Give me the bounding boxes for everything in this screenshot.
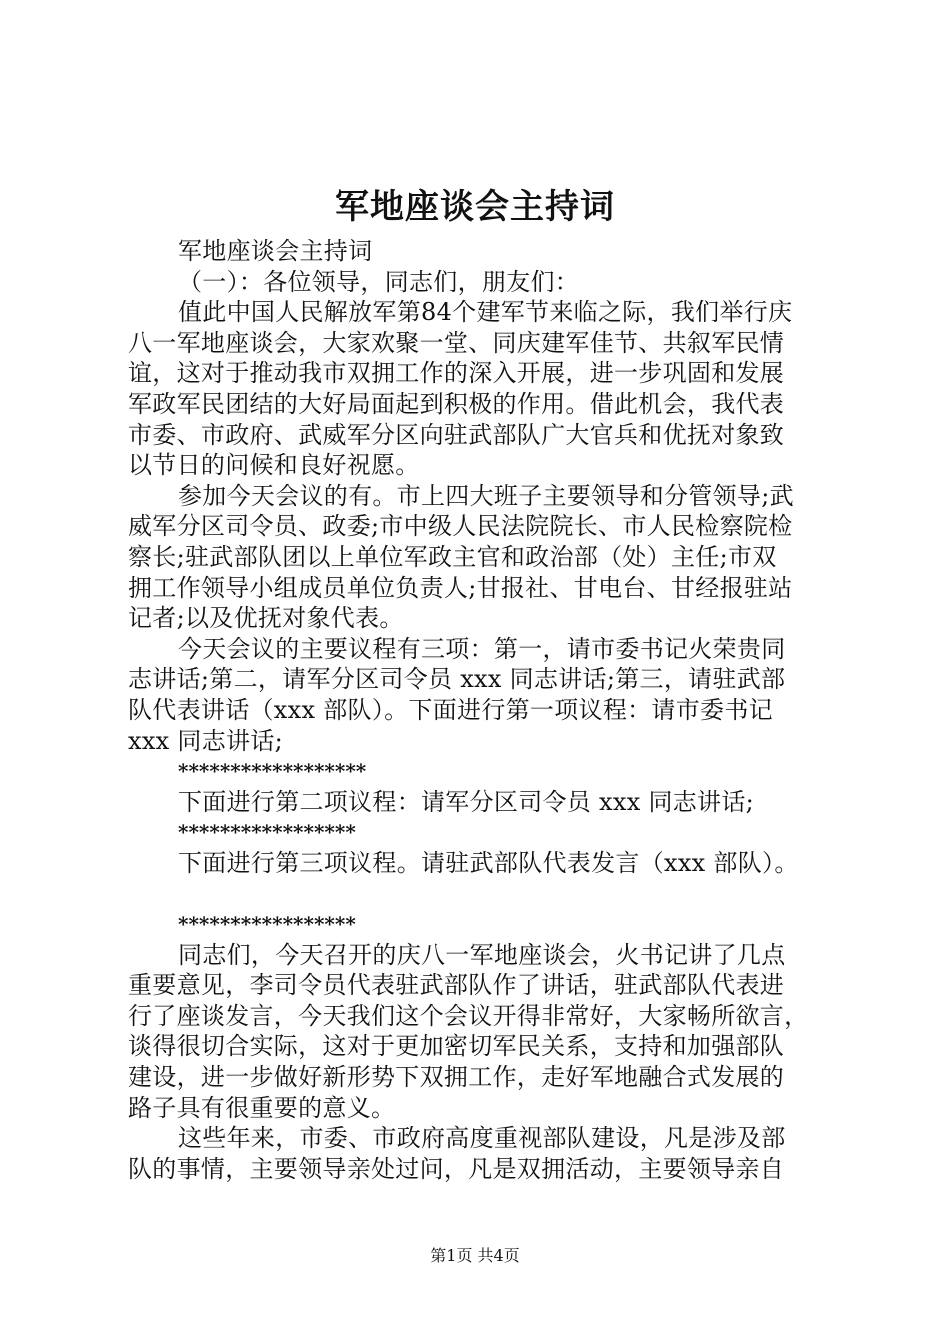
paragraph-line: 谈得很切合实际，这对于更加密切军民关系，支持和加强部队 [128, 1032, 785, 1061]
paragraph-line: 路子具有很重要的意义。 [128, 1093, 396, 1122]
paragraph-line: 同志们，今天召开的庆八一军地座谈会，火书记讲了几点 [178, 940, 786, 969]
paragraph-line: 志讲话;第二，请军分区司令员 xxx 同志讲话;第三，请驻武部 [128, 665, 786, 694]
paragraph-line: 谊，这对于推动我市双拥工作的深入开展，进一步巩固和发展 [128, 359, 785, 388]
paragraph-line: 建设，进一步做好新形势下双拥工作，走好军地融合式发展的 [128, 1063, 785, 1092]
paragraph-line: 值此中国人民解放军第84个建军节来临之际，我们举行庆 [178, 298, 793, 327]
paragraph-line: 下面进行第二项议程：请军分区司令员 xxx 同志讲话; [178, 787, 755, 816]
paragraph-line: 市委、市政府、武威军分区向驻武部队广大官兵和优抚对象致 [128, 420, 785, 449]
paragraph-line: 威军分区司令员、政委;市中级人民法院院长、市人民检察院检 [128, 512, 793, 541]
paragraph-line: xxx 同志讲话; [128, 726, 284, 755]
document-body [128, 236, 838, 1184]
subtitle-line: 军地座谈会主持词 [178, 237, 373, 265]
document-title: 军地座谈会主持词 [335, 187, 615, 227]
paragraph-line: 察长;驻武部队团以上单位军政主官和政治部（处）主任;市双 [128, 542, 777, 571]
paragraph-line: 记者;以及优抚对象代表。 [128, 604, 404, 633]
paragraph-line: 重要意见，李司令员代表驻武部队作了讲话，驻武部队代表进 [128, 971, 785, 1000]
separator-stars: ***************** [178, 912, 356, 937]
paragraph-line: 以节日的问候和良好祝愿。 [128, 451, 420, 480]
paragraph-line: 拥工作领导小组成员单位负责人;甘报社、甘电台、甘经报驻站 [128, 573, 793, 602]
greeting-line: （一）：各位领导，同志们，朋友们： [178, 267, 580, 296]
separator-stars: ****************** [178, 759, 367, 784]
paragraph-line: 参加今天会议的有。市上四大班子主要领导和分管领导;武 [178, 481, 794, 510]
page-footer: 第1页 共4页 [430, 1246, 520, 1265]
paragraph-line: 军政军民团结的大好局面起到积极的作用。借此机会，我代表 [128, 389, 785, 418]
paragraph-line: 下面进行第三项议程。请驻武部队代表发言（xxx 部队）。 [178, 848, 799, 877]
paragraph-line: 行了座谈发言，今天我们这个会议开得非常好，大家畅所欲言， [128, 1001, 809, 1030]
paragraph-line: 这些年来，市委、市政府高度重视部队建设，凡是涉及部 [178, 1124, 786, 1153]
paragraph-line: 队的事情，主要领导亲处过问，凡是双拥活动，主要领导亲自 [128, 1154, 785, 1183]
paragraph-line: 队代表讲话（xxx 部队）。下面进行第一项议程：请市委书记 [128, 695, 773, 724]
separator-stars: ***************** [178, 820, 356, 845]
blank-line [128, 878, 838, 909]
paragraph-line: 今天会议的主要议程有三项：第一，请市委书记火荣贵同 [178, 634, 786, 663]
paragraph-line: 八一军地座谈会，大家欢聚一堂、同庆建军佳节、共叙军民情 [128, 328, 785, 357]
